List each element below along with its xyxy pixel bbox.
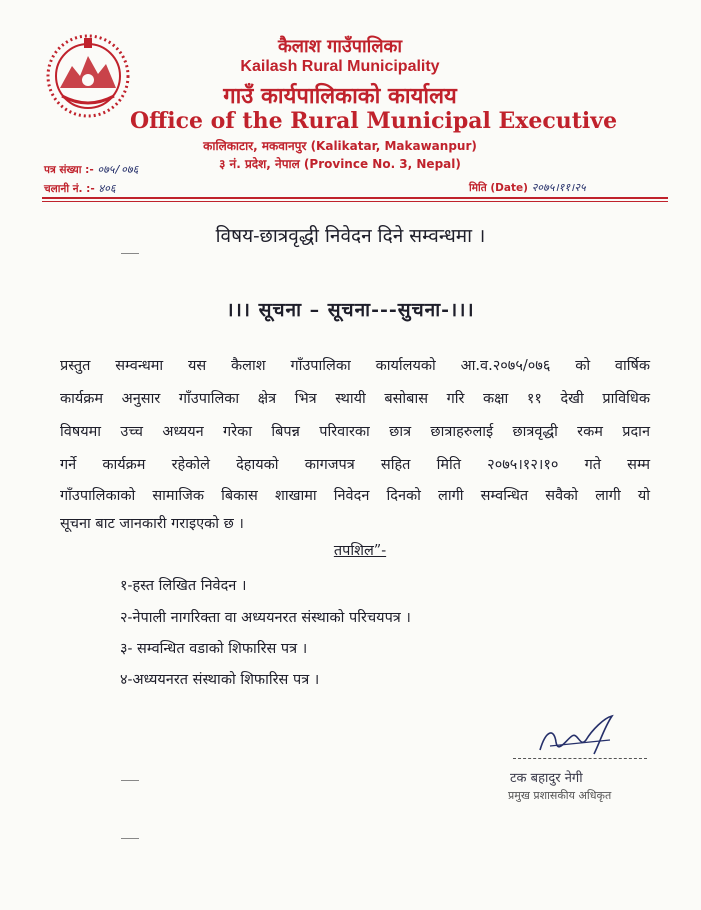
margin-mark [121,780,139,781]
subject-line: विषय-छात्रवृद्धी निवेदन दिने सम्वन्धमा । [215,225,486,247]
list-item: १-हस्त लिखित निवेदन । [120,578,247,594]
body-line: गर्ने कार्यक्रम रहेकोले देहायको कागजपत्र सहित मिति २०७५।१२।१० गते सम्म [60,457,650,473]
municipality-name-en: Kailash Rural Municipality [240,58,440,75]
signatory-title: प्रमुख प्रशासकीय अधिकृत [508,789,612,802]
body-line: विषयमा उच्च अध्ययन गरेका बिपन्न परिवारका छात्र छात्राहरुलाई छात्रवृद्धी रकम प्रदान [60,424,650,440]
office-name-en: Office of the Rural Municipal Executive [130,108,618,134]
notice-heading: ।।। सूचना – सूचना---सुचना-।।। [226,299,475,321]
date-value: २०७५।११।२५ [531,181,586,194]
dispatch-value: ४०६ [98,182,116,195]
list-item: ३- सम्वन्धित वडाको शिफारिस पत्र । [120,641,308,657]
margin-mark [121,253,139,254]
handwritten-signature-icon [520,710,630,765]
header-rule [42,197,668,199]
dispatch-label: चलानी नं. :- [44,183,95,195]
reference-number [44,162,138,177]
address-line-1: कालिकाटार, मकवानपुर (Kalikatar, Makawanpur) [203,139,477,153]
municipality-name-np: कैलाश गाउँपालिका [277,36,403,57]
list-item: ४-अध्ययनरत संस्थाको शिफारिस पत्र । [120,672,320,688]
nepal-emblem-icon [42,30,134,122]
reference-value: ०७५/०७६ [97,163,139,176]
dispatch-number [44,181,116,196]
signatory-name: टक बहादुर नेगी [510,771,583,786]
body-line: सूचना बाट जानकारी गराइएको छ । [60,516,244,532]
address-line-2: ३ नं. प्रदेश, नेपाल (Province No. 3, Nepal) [219,157,461,171]
margin-mark [121,838,139,839]
body-line: गाँउपालिकाको सामाजिक बिकास शाखामा निवेदन दिनको लागी सम्वन्धित सवैको लागी यो [60,488,650,504]
tapsil-heading: तपशिल”- [333,543,387,559]
office-name-np: गाउँ कार्यपालिकाको कार्यालय [223,84,457,109]
signature-line [513,758,647,759]
header-rule-thin [42,201,668,202]
body-line: कार्यक्रम अनुसार गाँउपालिका क्षेत्र भित्र स्थायी बसोबास गरि कक्षा ११ देखी प्राविधिक [60,391,650,407]
reference-label: पत्र संख्या :- [44,164,94,176]
body-line: प्रस्तुत सम्वन्धमा यस कैलाश गाँउपालिका कार्यालयको आ.व.२०७५/०७६ को वार्षिक [60,358,650,374]
date-label: मिति (Date) [469,182,528,194]
list-item: २-नेपाली नागरिक्ता वा अध्ययनरत संस्थाको परिचयपत्र । [120,610,411,626]
date-field [469,180,586,195]
